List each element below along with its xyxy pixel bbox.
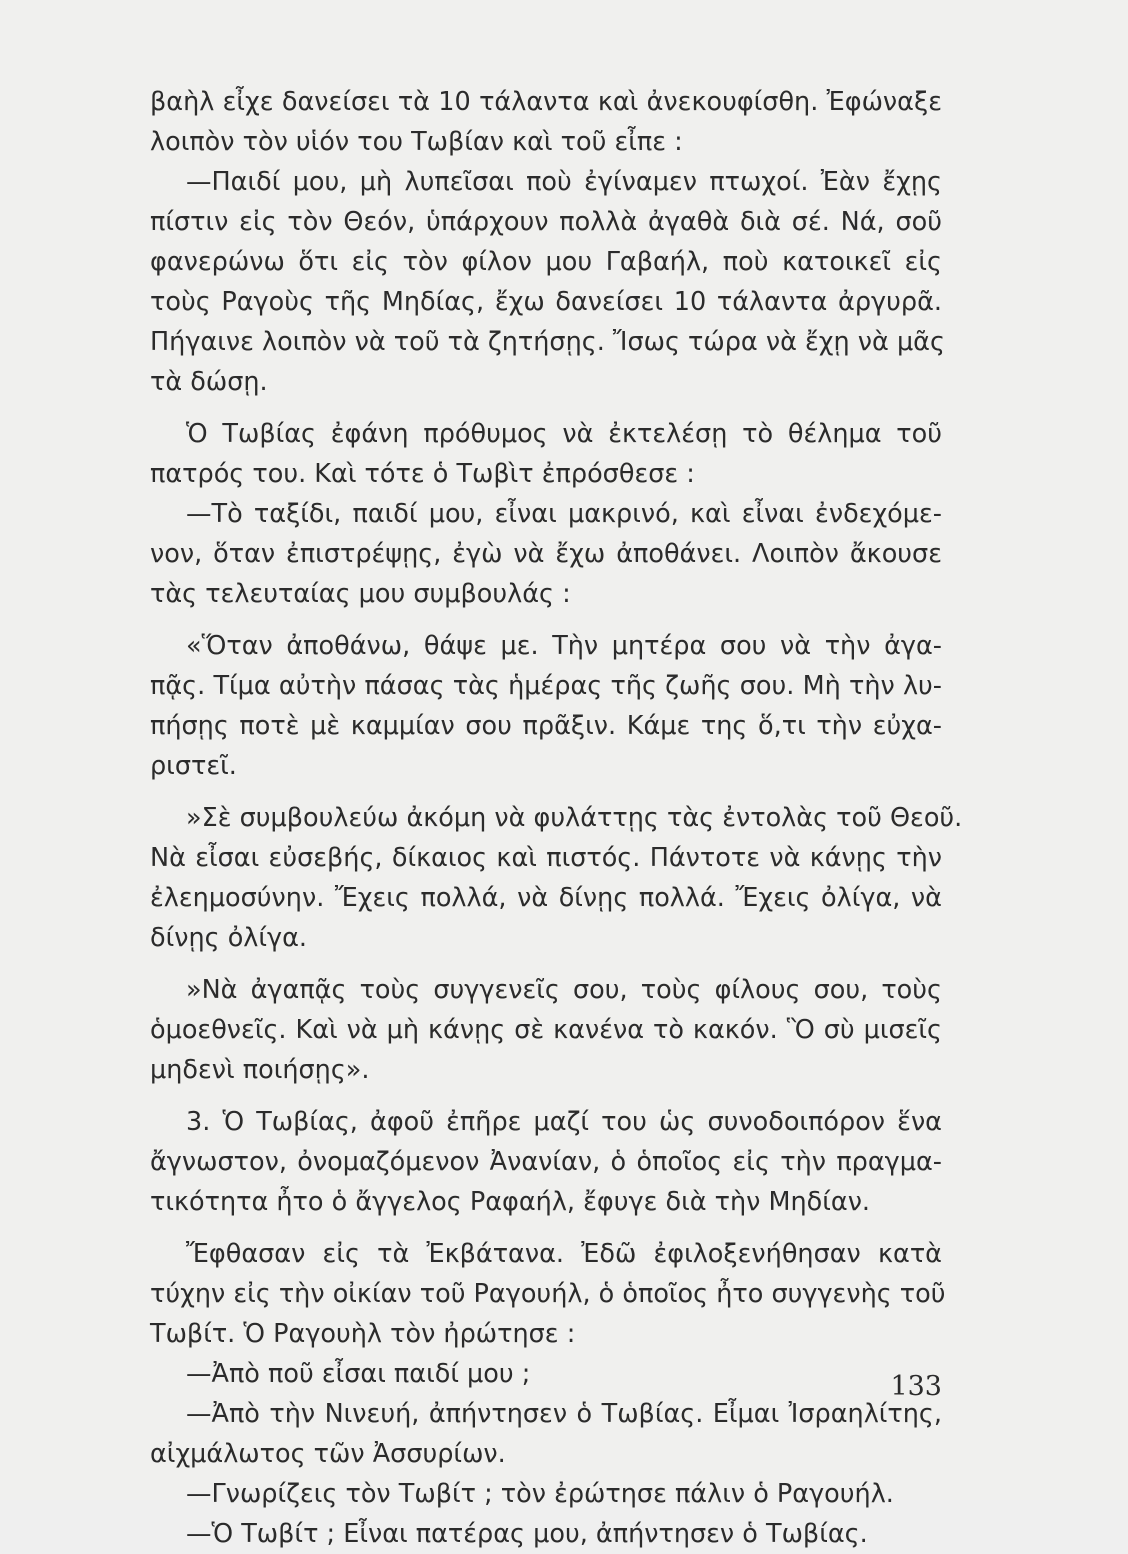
text-line: λοιπὸν τὸν υἱόν του Τωβίαν καὶ τοῦ εἶπε : xyxy=(150,127,683,157)
text-line: —Τὸ ταξίδι, παιδί μου, εἶναι μακρινό, καὶ εἶναι ἐνδεχόμε- xyxy=(186,499,942,529)
text-line: —Ἀπὸ τὴν Νινευή, ἀπήντησεν ὁ Τωβίας. Εἶμαι Ἰσραηλίτης, xyxy=(186,1399,942,1429)
text-line: μηδενὶ ποιήσῃς». xyxy=(150,1055,370,1085)
text-line: φανερώνω ὅτι εἰς τὸν φίλον μου Γαβαήλ, ποὺ κατοικεῖ εἰς xyxy=(150,247,942,277)
text-line: —Ἀπὸ ποῦ εἶσαι παιδί μου ; xyxy=(186,1359,531,1389)
text-line: ριστεῖ. xyxy=(150,751,237,781)
text-line: ὁμοεθνεῖς. Καὶ νὰ μὴ κάνῃς σὲ κανένα τὸ κακόν. Ὃ σὺ μισεῖς xyxy=(150,1015,942,1045)
text-line: Ὁ Τωβίας ἐφάνη πρόθυμος νὰ ἐκτελέσῃ τὸ θέλημα τοῦ xyxy=(186,419,942,449)
text-line: —Παιδί μου, μὴ λυπεῖσαι ποὺ ἐγίναμεν πτωχοί. Ἐὰν ἔχῃς xyxy=(186,167,942,197)
text-line: τικότητα ἦτο ὁ ἄγγελος Ραφαήλ, ἔφυγε διὰ τὴν Μηδίαν. xyxy=(150,1187,871,1217)
text-line: τὰς τελευταίας μου συμβουλάς : xyxy=(150,579,571,609)
text-line: ἐλεημοσύνην. Ἔχεις πολλά, νὰ δίνῃς πολλά. Ἔχεις ὀλίγα, νὰ xyxy=(150,883,942,913)
text-line: τύχην εἰς τὴν οἰκίαν τοῦ Ραγουήλ, ὁ ὁποῖος ἦτο συγγενὴς τοῦ xyxy=(150,1279,946,1309)
text-line: πᾷς. Τίμα αὐτὴν πάσας τὰς ἡμέρας τῆς ζωῆς σου. Μὴ τὴν λυ- xyxy=(150,671,942,701)
text-line: Τωβίτ. Ὁ Ραγουὴλ τὸν ἠρώτησε : xyxy=(150,1319,576,1349)
text-line: βαὴλ εἶχε δανείσει τὰ 10 τάλαντα καὶ ἀνεκουφίσθη. Ἐφώναξε xyxy=(150,87,942,117)
page-number: 133 xyxy=(890,1371,942,1402)
text-line: νον, ὅταν ἐπιστρέψῃς, ἐγὼ νὰ ἔχω ἀποθάνει. Λοιπὸν ἄκουσε xyxy=(150,539,942,569)
text-line: ἄγνωστον, ὀνομαζόμενον Ἀνανίαν, ὁ ὁποῖος εἰς τὴν πραγμα- xyxy=(150,1147,942,1177)
text-line: αἰχμάλωτος τῶν Ἀσσυρίων. xyxy=(150,1439,506,1469)
text-line: τὰ δώσῃ. xyxy=(150,367,268,397)
text-line: Νὰ εἶσαι εὐσεβής, δίκαιος καὶ πιστός. Πάντοτε νὰ κάνῃς τὴν xyxy=(150,843,942,873)
text-line: 3. Ὁ Τωβίας, ἀφοῦ ἐπῆρε μαζί του ὡς συνοδοιπόρον ἕνα xyxy=(186,1107,942,1137)
body-text xyxy=(150,82,963,1554)
text-line: Πήγαινε λοιπὸν νὰ τοῦ τὰ ζητήσῃς. Ἴσως τώρα νὰ ἔχῃ νὰ μᾶς xyxy=(150,327,945,357)
text-line: πατρός του. Καὶ τότε ὁ Τωβὶτ ἐπρόσθεσε : xyxy=(150,459,695,489)
text-line: Ἔφθασαν εἰς τὰ Ἐκβάτανα. Ἐδῶ ἐφιλοξενήθησαν κατὰ xyxy=(186,1239,942,1269)
text-line: πήσῃς ποτὲ μὲ καμμίαν σου πρᾶξιν. Κάμε της ὅ,τι τὴν εὐχα- xyxy=(150,711,942,741)
text-line: »Σὲ συμβουλεύω ἀκόμη νὰ φυλάττῃς τὰς ἐντολὰς τοῦ Θεοῦ. xyxy=(186,803,963,833)
text-line: —Γνωρίζεις τὸν Τωβίτ ; τὸν ἐρώτησε πάλιν ὁ Ραγουήλ. xyxy=(186,1479,894,1509)
text-line: «Ὅταν ἀποθάνω, θάψε με. Τὴν μητέρα σου νὰ τὴν ἀγα- xyxy=(186,631,942,661)
text-line: »Νὰ ἀγαπᾷς τοὺς συγγενεῖς σου, τοὺς φίλους σου, τοὺς xyxy=(186,975,942,1005)
text-line: τοὺς Ραγοὺς τῆς Μηδίας, ἔχω δανείσει 10 τάλαντα ἀργυρᾶ. xyxy=(150,287,942,317)
text-line: —Ὁ Τωβίτ ; Εἶναι πατέρας μου, ἀπήντησεν ὁ Τωβίας. xyxy=(186,1519,868,1549)
text-line: δίνῃς ὀλίγα. xyxy=(150,923,308,953)
text-line: πίστιν εἰς τὸν Θεόν, ὑπάρχουν πολλὰ ἀγαθὰ διὰ σέ. Νά, σοῦ xyxy=(150,207,942,237)
